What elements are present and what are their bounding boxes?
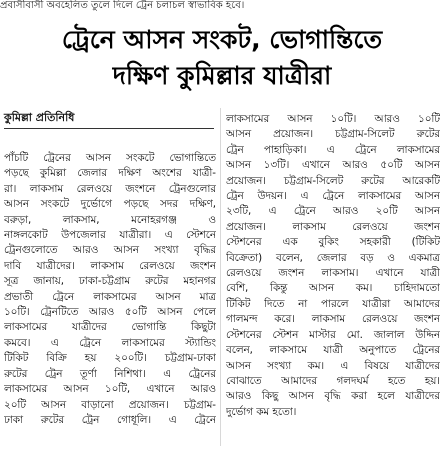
- body-line: ট্রেন পাহাড়িকা। এ ট্রেনে লাকসামের: [226, 143, 440, 156]
- body-line: রেলওয়ে জংশন লাকসাম। এখানে যাত্রী: [226, 267, 440, 280]
- body-line: প্রয়োজন। চট্টগ্রাম-সিলেট রুটের আরেকটি: [226, 174, 440, 187]
- headline-line-1: ট্রেনে আসন সংকট, ভোগান্তিতে: [61, 25, 383, 54]
- body-line: বরুড়া, লাকসাম, মনোহরগঞ্জ ও: [4, 213, 216, 226]
- body-line: স্টেশনের স্টেশন মাস্টার মো. জালাল উদ্দিন: [226, 328, 440, 341]
- body-line: বোঝাতে আমাদের গলদঘর্ম হতে হয়।: [226, 374, 440, 387]
- body-line: প্রয়োজন। লাকসাম রেলওয়ে জংশন: [226, 220, 440, 233]
- byline-rule: [4, 128, 214, 129]
- headline: [8, 22, 436, 94]
- column-divider: [220, 108, 221, 446]
- article-column-right: [226, 112, 440, 447]
- body-line: ২০টি আসন বাড়ানো প্রয়োজন। চট্টগ্রাম-: [4, 398, 216, 411]
- body-line: নাঙ্গলকোট উপজেলার যাত্রীরা। এ স্টেশনে: [4, 229, 216, 242]
- body-line: আসন সংখ্যা কম। এ বিষয়ে যাত্রীদের: [226, 359, 440, 372]
- body-line: লাকসামের আসন ১০টি। আরও ১০টি: [226, 113, 440, 125]
- body-line: টিকিট দিতে না পারলে যাত্রীরা আমাদের: [226, 297, 440, 310]
- body-line: আসন ১৩টি। এখানে আরও ৫০টি আসন: [226, 159, 440, 172]
- body-line: আসন প্রয়োজন। চট্টগ্রাম-সিলেট রুটের: [226, 128, 440, 141]
- body-line: দুর্ভোগ কম হতো।: [226, 405, 297, 418]
- body-line: বলেন, লাকসামে যাত্রী অনুপাতে ট্রেনের: [226, 344, 440, 357]
- body-line: লাকসামের যাত্রীদের ভোগান্তি কিছুটা: [4, 321, 216, 334]
- body-line: আরও কিছু আসন বৃদ্ধি করা হলে যাত্রীদের: [226, 390, 440, 403]
- body-line: কমবে। এ ট্রেনে লাকসামের স্ট্যান্ডিং: [4, 336, 216, 349]
- body-line: স্টেশনের এক বুকিং সহকারী (টিকিট: [226, 236, 440, 249]
- body-line: পড়ছে কুমিল্লা জেলার দক্ষিণ অংশের যাত্রী-: [4, 167, 216, 180]
- body-line: লাকসামের আসন ১০টি, এখানে আরও: [4, 383, 216, 396]
- body-line: টিকিট বিক্রি হয় ২০০টি। চট্টগ্রাম-ঢাকা: [4, 352, 216, 365]
- body-line: বিক্রেতা) বলেন, জেলার বড় ও একমাত্র: [226, 251, 440, 264]
- body-line: রা। লাকসাম রেলওয়ে জংশনে ট্রেনগুলোর: [4, 182, 216, 195]
- body-line: গালমন্দ করে। লাকসাম রেলওয়ে জংশন: [226, 313, 440, 326]
- body-line: ১০টি। ট্রেনটিতে আরও ৫০টি আসন পেলে: [4, 306, 216, 319]
- byline: কুমিল্লা প্রতিনিধি: [4, 111, 75, 124]
- previous-article-tail: প্রবাসীবাসী অবহেলিত তুলে দিলে ট্রেন চলাচল স্বাভাবিক হবে।: [0, 0, 245, 11]
- body-line: ট্রেন উদয়ন। এ ট্রেনে লাকসামের আসন: [226, 190, 440, 203]
- body-line: সূত্র জানায়, ঢাকা-চট্টগ্রাম রুটের মহানগর: [4, 275, 216, 288]
- body-line: দাবি যাত্রীদের। লাকসাম রেলওয়ে জংশন: [4, 259, 216, 272]
- body-line: রুটের ট্রেন তূর্ণা নিশিথা। এ ট্রেনের: [4, 367, 216, 380]
- article-column-left: [4, 151, 216, 447]
- body-line: পাঁচটি ট্রেনের আসন সংকটে ভোগান্তিতে: [4, 152, 216, 164]
- body-line: আসন সংকটে দুর্ভোগে পড়ছে সদর দক্ষিণ,: [4, 198, 216, 211]
- body-line: বেশি, কিন্তু আসন কম। চাহিদামতো: [226, 282, 440, 295]
- body-line: প্রভাতী ট্রেনে লাকসামের আসন মাত্র: [4, 290, 216, 303]
- body-line: ঢাকা রুটের ট্রেন গোধূলি। এ ট্রেনে: [4, 413, 216, 426]
- body-line: ট্রেনগুলোতে আরও আসন সংখ্যা বৃদ্ধির: [4, 244, 216, 257]
- headline-line-2: দক্ষিণ কুমিল্লার যাত্রীরা: [112, 61, 332, 90]
- body-line: ২৩টি, এ ট্রেনে আরও ২০টি আসন: [226, 205, 440, 218]
